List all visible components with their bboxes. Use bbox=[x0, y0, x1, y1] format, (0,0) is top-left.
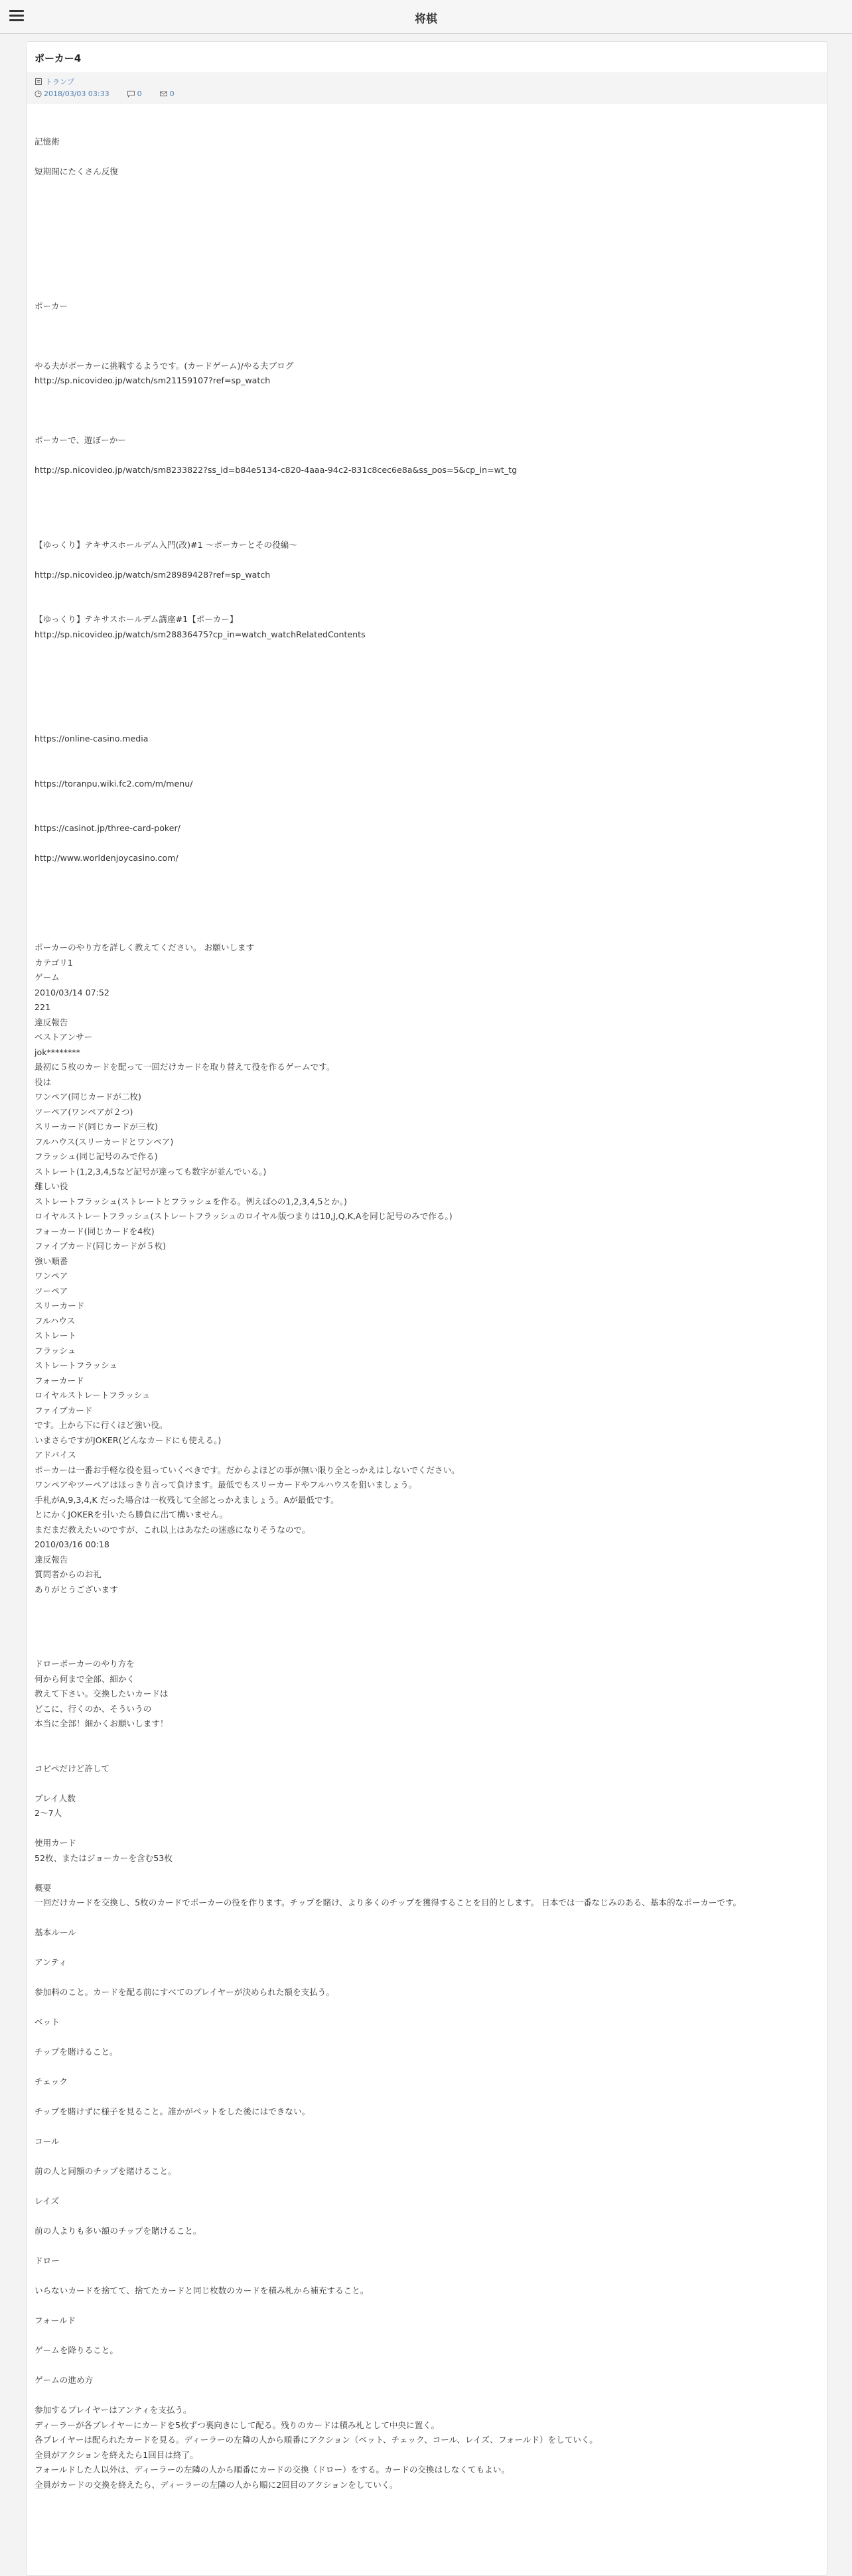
comment-count[interactable] bbox=[127, 90, 142, 98]
trackback-icon bbox=[159, 90, 168, 97]
category-label: トランプ bbox=[45, 78, 74, 86]
post-date[interactable] bbox=[35, 90, 109, 98]
site-title[interactable]: 将棋 bbox=[415, 13, 437, 26]
top-app-bar bbox=[0, 0, 852, 34]
trackback-count-text: 0 bbox=[169, 90, 175, 98]
comment-icon bbox=[127, 90, 135, 97]
post-date-text: 2018/03/03 03:33 bbox=[44, 90, 109, 98]
category-link[interactable] bbox=[35, 76, 74, 87]
post-title[interactable]: ポーカー4 bbox=[35, 52, 82, 64]
clock-icon bbox=[35, 90, 42, 97]
post-body: 記憶術 短期間にたくさん反復 ポーカー やる夫がポーカーに挑戦するようです。(カードゲーム)/やる夫ブログ http://sp.nicovideo.jp/watch/sm21159107?ref=sp_watch ポーカーで、遊ぼーかー http://sp.nicovideo.jp/watch/sm8233822?ss_id=b84e5134-c820-4aaa-94c2-831c8cec6e8a&ss_pos=5&cp_in=wt_tg 【ゆっくり】テキサスホールデム入門(改)#1 〜ポーカーとその役編〜 http://sp.nicovideo.jp/watch/sm28989428?ref=sp_watch 【ゆっくり】テキサスホールデム講座#1【ポーカー】 http://sp.nicovideo.jp/watch/sm28836475?cp_in=watch_watchRelatedContents https://online-casino.media https://toranpu.wiki.fc2.com/m/menu/ https://casinot.jp/three-card-poker/ http://www.worldenjoycasino.com/ ポーカーのやり方を詳しく教えてください。 お願いします カテゴリ1 ゲーム 2010/03/14 07:52 221 違反報告 ベストアンサー jok******** 最初に５枚のカードを配って一回だけカードを取り替えて役を作るゲームです。 役は ワンペア(同じカードが二枚) ツーペア(ワンペアが２つ) スリーカード(同じカードが三枚) フルハウス(スリーカードとワンペア) フラッシュ(同じ記号のみで作る) ストレート(1,2,3,4,5など記号が違っても数字が並んでいる。) 難しい役 ストレートフラッシュ(ストレートとフラッシュを作る。例えば◇の1,2,3,4,5とか。) ロイヤルストレートフラッシュ(ストレートフラッシュのロイヤル版つまりは10,J,Q,K,Aを同じ記号のみで作る。) フォーカード(同じカードを4枚) ファイブカード(同じカードが５枚) 強い順番 ワンペア ツーペア スリーカード フルハウス ストレート フラッシュ ストレートフラッシュ フォーカード ロイヤルストレートフラッシュ ファイブカード です。上から下に行くほど強い役。 いまさらですがJOKER(どんなカードにも使える。) アドバイス ポーカーは一番お手軽な役を狙っていくべきです。だからよほどの事が無い限り全とっかえはしないでください。 ワンペアやツーペアはほっきり言って負けます。最低でもスリーカードやフルハウスを狙いましょう。 手札がA,9,3,4,K だった場合は一枚残して全部とっかえましょう。Aが最低です。 とにかくJOKERを引いたら勝負に出て構いません。 まだまだ教えたいのですが、これ以上はあなたの迷惑になりそうなので。 2010/03/16 00:18 違反報告 質問者からのお礼 ありがとうございます ドローポーカーのやり方を 何から何まで全部、細かく 教えて下さい。交換したいカードは どこに、行くのか、そういうの 本当に全部！細かくお願いします！ コピペだけど許して プレイ人数 2〜7人 使用カード 52枚、またはジョーカーを含む53枚 概要 一回だけカードを交換し、5枚のカードでポーカーの役を作ります。チップを賭け、より多くのチップを獲得することを目的とします。 日本では一番なじみのある、基本的なポーカーです。 基本ルール アンティ 参加料のこと。カードを配る前にすべてのプレイヤーが決められた額を支払う。 ベット チップを賭けること。 チェック チップを賭けずに様子を見ること。誰かがベットをした後にはできない。 コール 前の人と同額のチップを賭けること。 レイズ 前の人よりも多い額のチップを賭けること。 ドロー いらないカードを捨てて、捨てたカードと同じ枚数のカードを積み札から補充すること。 フォールド ゲームを降りること。 ゲームの進め方 参加するプレイヤーはアンティを支払う。 ディーラーが各プレイヤーにカードを5枚ずつ裏向きにして配る。残りのカードは積み札として中央に置く。 各プレイヤーは配られたカードを見る。ディーラーの左隣の人から順番にアクション（ベット、チェック、コール、レイズ、フォールド）をしていく。 全員がアクションを終えたら1回目は終了。 フォールドした人以外は、ディーラーの左隣の人から順番にカードの交換（ドロー）をする。カードの交換はしなくてもよい。 全員がカードの交換を終えたら、ディーラーの左隣の人から順に2回目のアクションをしていく。 bbox=[35, 137, 742, 2490]
post-meta bbox=[27, 72, 827, 103]
article-card bbox=[26, 41, 827, 2576]
trackback-count[interactable] bbox=[159, 90, 175, 98]
meta-row bbox=[35, 90, 192, 98]
comment-count-text: 0 bbox=[137, 90, 142, 98]
folder-icon bbox=[35, 78, 42, 86]
